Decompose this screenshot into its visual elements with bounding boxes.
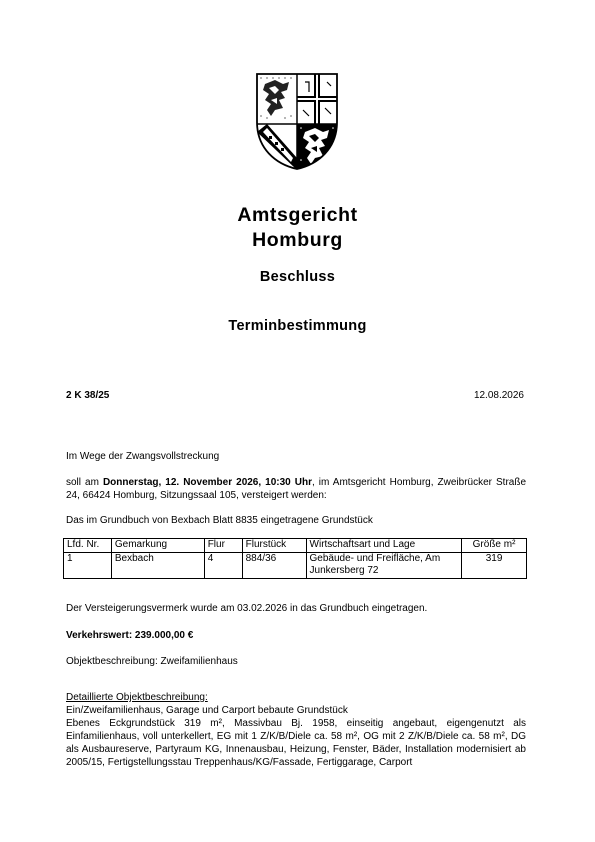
document-type: Beschluss: [259, 269, 336, 285]
column-header: Lfd. Nr.: [64, 539, 112, 553]
table-cell: 884/36: [242, 552, 306, 578]
grundbuch-text: Das im Grundbuch von Bexbach Blatt 8835 eingetragene Grundstück: [66, 515, 373, 526]
detail-heading-text: Detaillierte Objektbeschreibung:: [66, 692, 208, 703]
document-subject: Terminbestimmung: [228, 318, 367, 334]
column-header: Flurstück: [242, 539, 306, 553]
file-number: 2 K 38/25: [66, 390, 110, 401]
market-value: Verkehrswert: 239.000,00 €: [66, 630, 194, 641]
detail-description: Ebenes Eckgrundstück 319 m², Massivbau Bj. 1958, einseitig angebaut, eigengenutzt als Einfamilienhaus, voll unterkellert, EG mit 1 Z/K/B/Diele ca. 58 m², OG mit 2 Z/K/B/Diele ca. 58 m², DG als Ausbaureserve, Partyraum KG, Innenausbau, Heizung, Fenster, Bäder, Installation modernisiert ab 2005/15, Fertigstellungsstau Treppenhaus/KG/Fassade, Fertiggarage, Carport: [66, 718, 526, 768]
column-header: Flur: [204, 539, 242, 553]
table-cell: Bexbach: [111, 552, 204, 578]
table-cell: 1: [64, 552, 112, 578]
table-cell: 319: [462, 552, 527, 578]
object-description: Objektbeschreibung: Zweifamilienhaus: [66, 656, 238, 667]
detail-line1: Ein/Zweifamilienhaus, Garage und Carport bebaute Grundstück: [66, 705, 348, 716]
court-name-line2: Homburg: [252, 229, 343, 251]
column-header: Gemarkung: [111, 539, 204, 553]
table-cell: 4: [204, 552, 242, 578]
column-header: Größe m²: [462, 539, 527, 553]
schedule-prefix: soll am: [66, 477, 103, 488]
table-header-row: [64, 539, 527, 553]
coat-of-arms-icon: [253, 70, 341, 172]
detail-heading: [66, 691, 526, 704]
vermerk-text: Der Versteigerungsvermerk wurde am 03.02.2026 in das Grundbuch eingetragen.: [66, 603, 428, 614]
table-row: [64, 552, 527, 578]
intro-text: Im Wege der Zwangsvollstreckung: [66, 451, 220, 462]
court-name-line1: Amtsgericht: [237, 204, 358, 226]
property-table: [63, 538, 527, 579]
auction-date: Donnerstag, 12. November 2026, 10:30 Uhr: [102, 477, 312, 488]
schedule-paragraph: [66, 476, 526, 502]
table-cell: Gebäude- und Freifläche, Am Junkersberg 72: [306, 552, 462, 578]
column-header: Wirtschaftsart und Lage: [306, 539, 462, 553]
schedule-location: , im Amtsgericht Homburg, Zweibrücker Straße 24, 66424 Homburg, Sitzungssaal 105, versteigert werden:: [66, 477, 526, 501]
document-date: 12.08.2026: [473, 390, 524, 401]
